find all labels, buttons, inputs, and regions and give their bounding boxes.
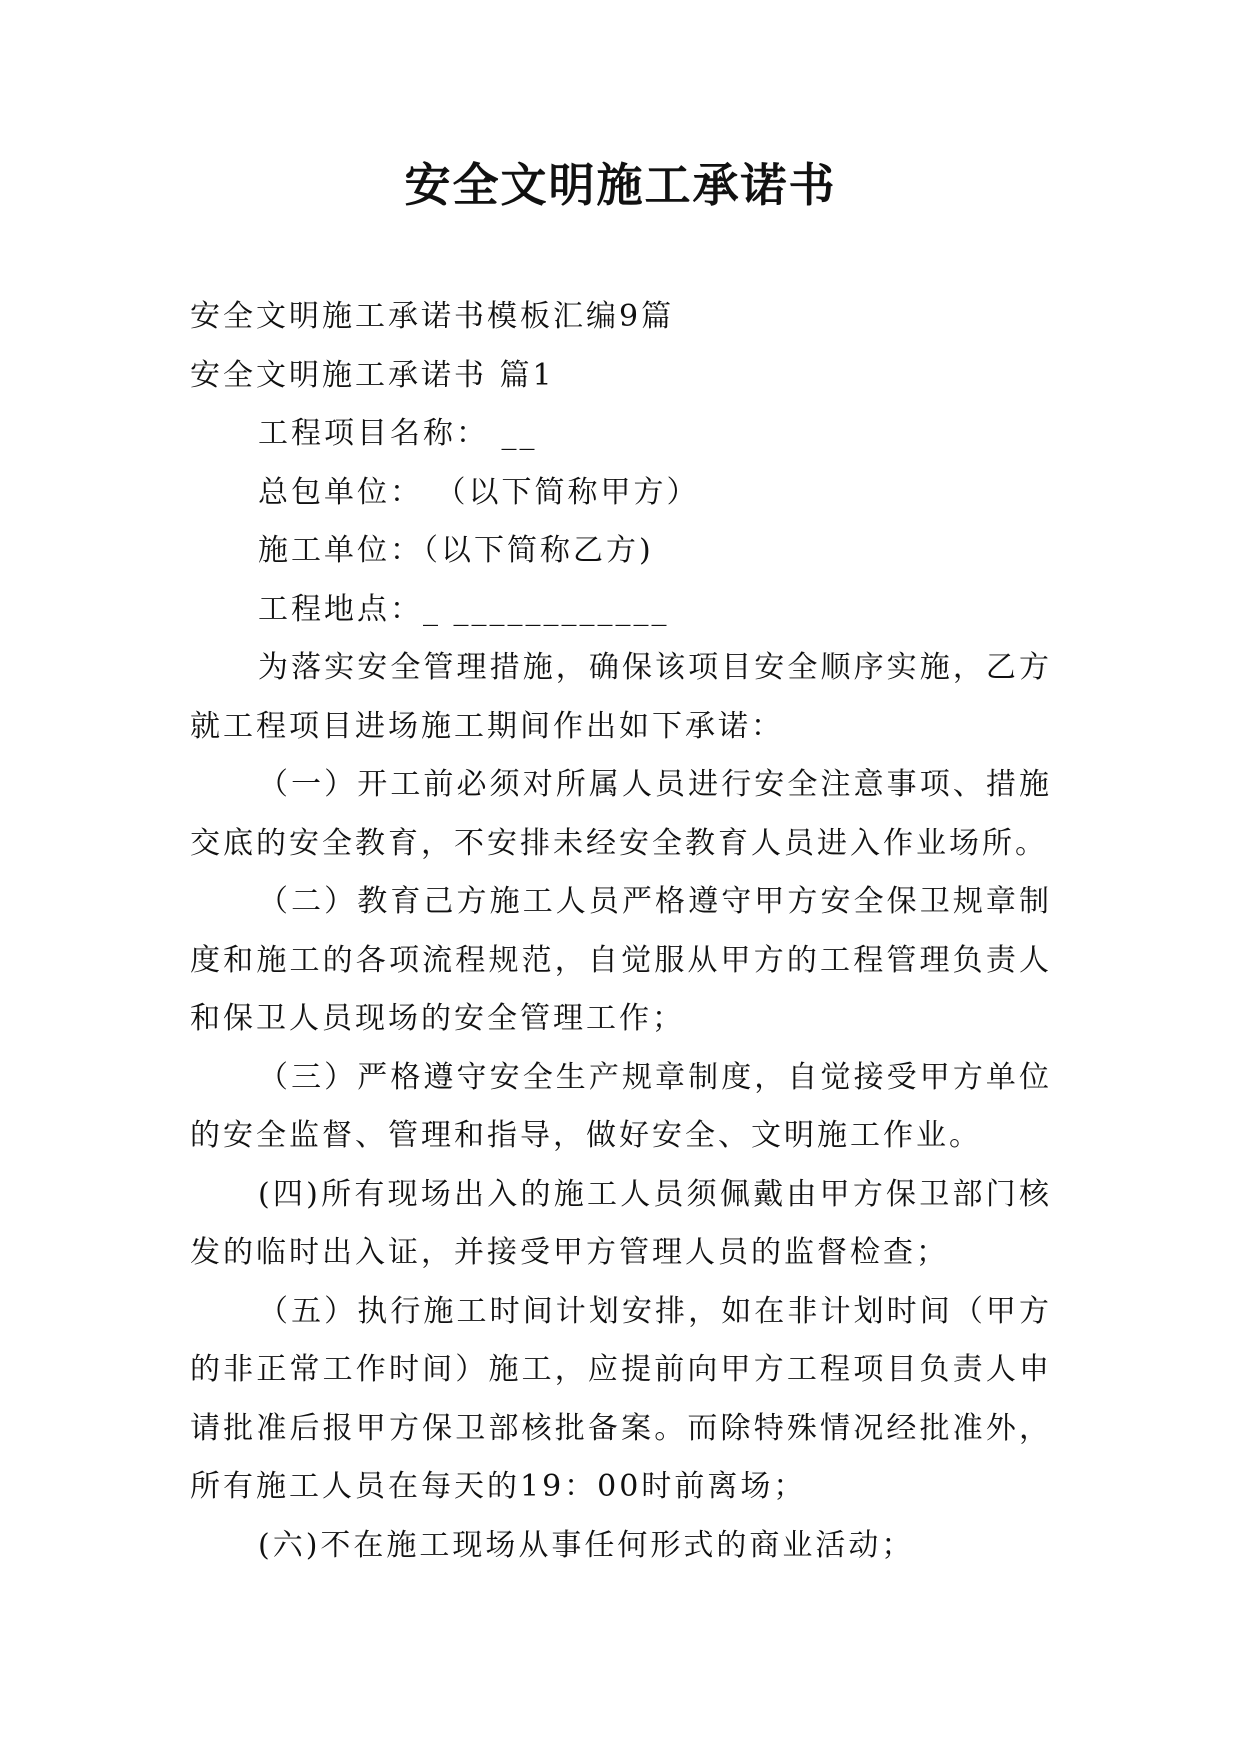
document-subtitle: 安全文明施工承诺书模板汇编9篇: [190, 299, 675, 334]
field-project-location: 工程地点：_ ____________: [258, 591, 670, 627]
document-title: 安全文明施工承诺书: [404, 158, 837, 212]
paragraph-item-4: (四)所有现场出入的施工人员须佩戴由甲方保卫部门核发的临时出入证，并接受甲方管理人员的监督检查；: [190, 1176, 1052, 1270]
field-project-name: 工程项目名称： __: [258, 416, 538, 451]
paragraph-item-3: （三）严格遵守安全生产规章制度，自觉接受甲方单位的安全监督、管理和指导，做好安全、文明施工作业。: [190, 1059, 1052, 1153]
section-heading: 安全文明施工承诺书 篇1: [190, 357, 555, 393]
paragraph-intro: 为落实安全管理措施，确保该项目安全顺序实施，乙方就工程项目进场施工期间作出如下承诺：: [190, 650, 1052, 744]
paragraph-item-5: （五）执行施工时间计划安排，如在非计划时间（甲方的非正常工作时间）施工，应提前向甲方工程项目负责人申请批准后报甲方保卫部核批备案。而除特殊情况经批准外，所有施工人员在每天的19：00时前离场；: [190, 1293, 1052, 1504]
paragraph-item-2: （二）教育己方施工人员严格遵守甲方安全保卫规章制度和施工的各项流程规范，自觉服从甲方的工程管理负责人和保卫人员现场的安全管理工作；: [190, 884, 1052, 1036]
paragraph-item-6: (六)不在施工现场从事任何形式的商业活动；: [258, 1527, 915, 1563]
field-general-contractor: 总包单位： （以下简称甲方）: [258, 474, 700, 510]
paragraph-item-1: （一）开工前必须对所属人员进行安全注意事项、措施交底的安全教育，不安排未经安全教育人员进入作业场所。: [190, 767, 1052, 861]
document-body: [190, 288, 1052, 1575]
field-construction-unit: 施工单位：（以下简称乙方): [258, 533, 654, 568]
